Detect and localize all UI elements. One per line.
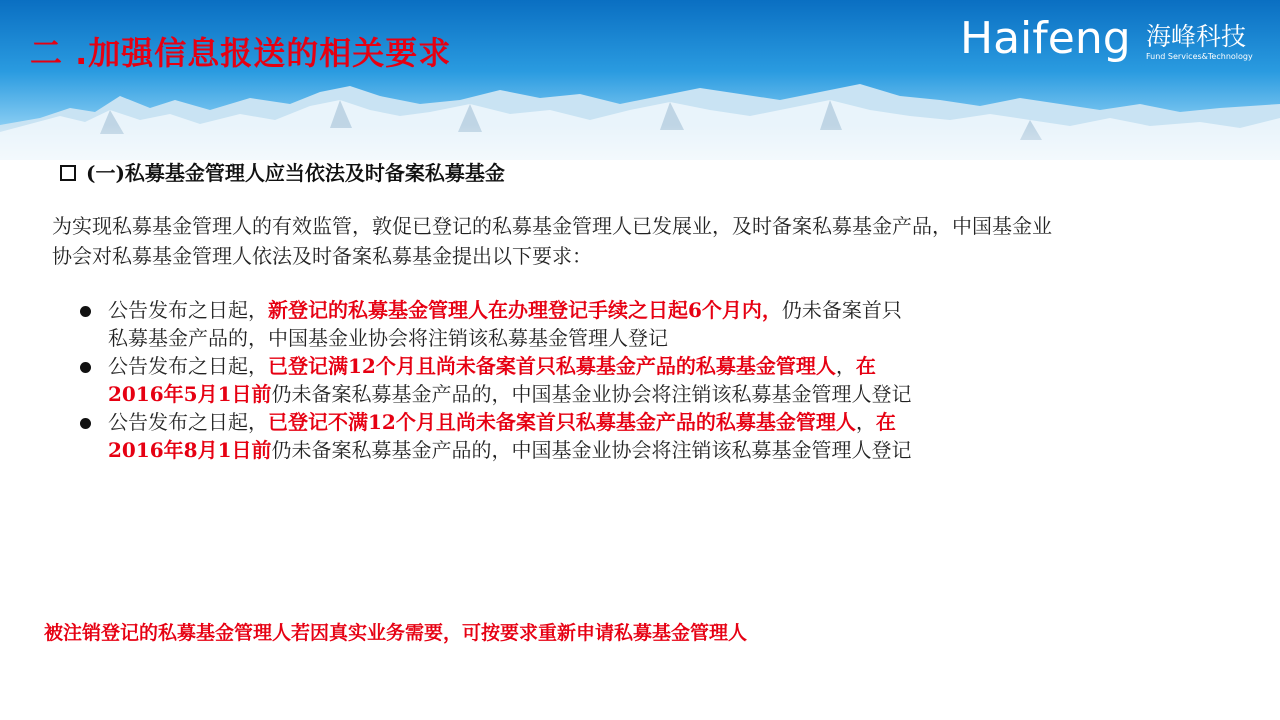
section-heading-text: (一)私募基金管理人应当依法及时备案私募基金 — [86, 161, 505, 185]
section-heading — [60, 158, 505, 188]
item-tail: 仍未备案私募基金产品的，中国基金业协会将注销该私募基金管理人登记 — [271, 438, 912, 462]
square-bullet-icon — [60, 165, 76, 181]
item-deadline: 在2016年5月1日前 — [108, 354, 876, 406]
slide-title: 二 .加强信息报送的相关要求 — [30, 34, 452, 72]
item-highlight: 新登记的私募基金管理人在办理登记手续之日起6个月内， — [268, 298, 782, 322]
item-text: ， — [855, 410, 876, 434]
logo-chinese-name: 海峰科技 — [1146, 22, 1247, 51]
item-highlight: 已登记不满12个月且尚未备案首只私募基金产品的私募基金管理人 — [268, 410, 856, 434]
list-item — [76, 408, 916, 464]
item-highlight: 已登记满12个月且尚未备案首只私募基金产品的私募基金管理人 — [268, 354, 836, 378]
item-lead: 公告发布之日起， — [108, 354, 268, 378]
footer-note: 被注销登记的私募基金管理人若因真实业务需要，可按要求重新申请私募基金管理人 — [44, 622, 748, 644]
intro-paragraph: 为实现私募基金管理人的有效监管，敦促已登记的私募基金管理人已发展业，及时备案私募基金产品，中国基金业协会对私募基金管理人依法及时备案私募基金提出以下要求： — [52, 214, 1052, 268]
list-item — [76, 352, 916, 408]
bullet-dot-icon — [80, 362, 91, 373]
bullet-dot-icon — [80, 306, 91, 317]
company-logo — [960, 14, 1260, 74]
item-text: ， — [835, 354, 856, 378]
list-item — [76, 296, 916, 352]
item-lead: 公告发布之日起， — [108, 410, 268, 434]
logo-wordmark: Haifeng — [960, 13, 1131, 64]
requirements-list — [76, 296, 926, 464]
bullet-dot-icon — [80, 418, 91, 429]
item-tail: 仍未备案私募基金产品的，中国基金业协会将注销该私募基金管理人登记 — [271, 382, 912, 406]
logo-tagline: Fund Services&Technology — [1146, 52, 1253, 61]
item-text: 仍未备案首只私募基金产品的，中国基金业协会将注销该私募基金管理人登记 — [108, 298, 902, 350]
item-deadline: 在2016年8月1日前 — [108, 410, 896, 462]
item-lead: 公告发布之日起， — [108, 298, 268, 322]
